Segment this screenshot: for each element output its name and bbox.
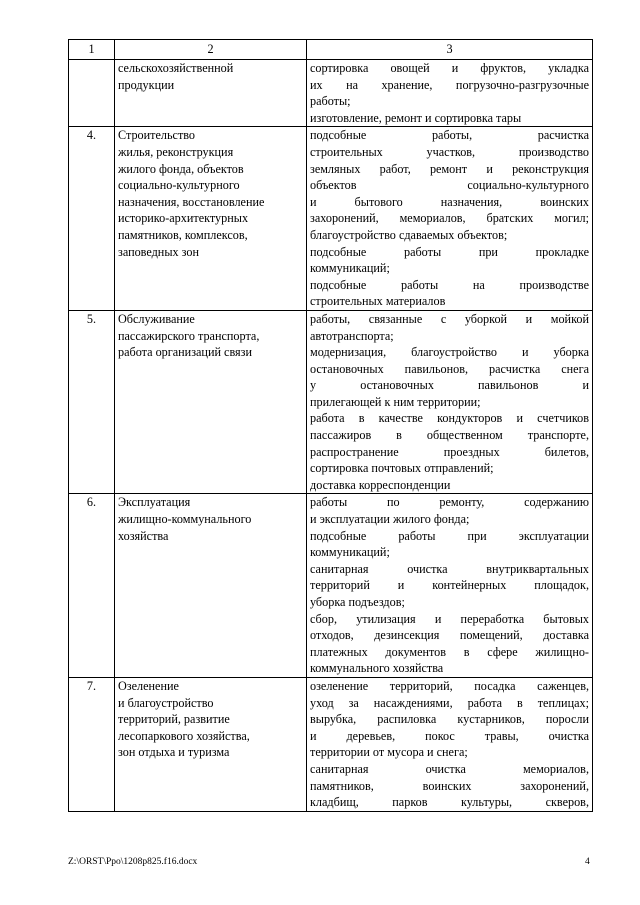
activity-name-line: заповедных зон [118,244,200,259]
activity-name-line: Эксплуатация [118,495,191,510]
activity-name-line: продукции [118,77,175,92]
activity-name [115,127,307,311]
work-type-line: их на хранение, погрузочно-разгрузочные [310,77,589,92]
work-type-line: санитарная очистка мемориалов, [310,761,589,776]
work-type-line: коммуникаций; [310,545,390,560]
work-type-line: платежных документов в сфере жилищно- [310,644,589,659]
work-type-line: работы по ремонту, содержанию [310,495,589,510]
row-number: 7. [69,677,115,811]
work-type-line: сортировка овощей и фруктов, укладка [310,61,589,75]
work-type-line: подсобные работы при прокладке [310,244,589,259]
work-type-line: пассажиров в общественном транспорте, [310,428,589,443]
work-type-line: доставка корреспонденции [310,477,451,492]
work-type-line: территорий и контейнерных площадок, [310,578,589,593]
work-type-line: памятников, воинских захоронений, [310,778,589,793]
activity-name-line: социально-культурного [118,178,240,193]
work-types [307,494,593,678]
activity-name [115,494,307,678]
work-type-line: отходов, дезинсекция помещений, доставка [310,628,589,643]
table-row [69,494,593,678]
activity-name [115,60,307,127]
activity-name-line: работа организаций связи [118,345,252,360]
activity-name [115,310,307,494]
work-type-line: земляных работ, ремонт и реконструкция [310,161,589,176]
work-type-line: кладбищ, парков культуры, скверов, [310,795,589,810]
row-number: 6. [69,494,115,678]
activity-name-line: и благоустройство [118,695,214,710]
work-type-line: у остановочных павильонов и [310,378,589,393]
work-types [307,60,593,127]
work-type-line: модернизация, благоустройство и уборка [310,345,589,360]
activity-name [115,677,307,811]
activity-name-line: зон отдыха и туризма [118,745,230,760]
work-type-line: захоронений, мемориалов, братских могил; [310,211,589,226]
work-types [307,677,593,811]
work-type-line: уход за насаждениями, работа в теплицах; [310,695,589,710]
work-type-line: подсобные работы при эксплуатации [310,528,589,543]
table-header-row [69,40,593,60]
work-type-line: вырубка, распиловка кустарников, поросли [310,712,589,727]
activity-name-line: пассажирского транспорта, [118,328,260,343]
work-type-line: подсобные работы, расчистка [310,128,589,143]
work-type-line: подсобные работы на производстве [310,277,589,292]
work-type-line: и эксплуатации жилого фонда; [310,512,470,527]
header-col-1: 1 [69,40,115,60]
work-types [307,310,593,494]
activity-name-line: жилья, реконструкция [118,144,234,159]
table-body [69,40,593,812]
work-type-line: сортировка почтовых отправлений; [310,461,494,476]
row-number: 4. [69,127,115,311]
activity-name-line: территорий, развитие [118,712,230,727]
work-type-line: озеленение территорий, посадка саженцев, [310,678,589,693]
header-col-3: 3 [307,40,593,60]
activity-name-line: сельскохозяйственной [118,61,234,75]
work-type-line: прилегающей к ним территории; [310,394,481,409]
footer-file-path: Z:\ORST\Ppo\1208p825.f16.docx [68,857,198,867]
activity-name-line: жилищно-коммунального [118,512,252,527]
work-type-line: уборка подъездов; [310,595,405,609]
row-number [69,60,115,127]
table-row [69,60,593,127]
activity-name-line: историко-архитектурных [118,211,249,226]
work-type-line: работа в качестве кондукторов и счетчиков [310,411,589,426]
activity-name-line: лесопаркового хозяйства, [118,728,250,743]
row-number: 5. [69,310,115,494]
work-type-line: остановочных павильонов, расчистка снега [310,361,589,376]
work-types [307,127,593,311]
footer-page-number: 4 [585,857,590,867]
work-type-line: и бытового назначения, воинских [310,194,589,209]
work-type-line: территории от мусора и снега; [310,745,468,760]
work-type-line: коммунального хозяйства [310,661,444,676]
work-type-line: строительных материалов [310,294,446,309]
activity-name-line: Обслуживание [118,311,195,326]
activity-name-line: назначения, восстановление [118,194,265,209]
work-type-line: сбор, утилизация и переработка бытовых [310,611,589,626]
activity-name-line: хозяйства [118,528,169,543]
work-type-line: санитарная очистка внутриквартальных [310,561,589,576]
activity-name-line: Озеленение [118,678,179,693]
activity-name-line: Строительство [118,128,196,143]
activity-name-line: памятников, комплексов, [118,227,248,242]
work-type-line: благоустройство сдаваемых объектов; [310,227,508,242]
work-type-line: работы; [310,94,351,109]
work-type-line: изготовление, ремонт и сортировка тары [310,110,522,125]
works-table [68,39,593,812]
table-row [69,677,593,811]
work-type-line: строительных участков, производство [310,144,589,159]
activity-name-line: жилого фонда, объектов [118,161,244,176]
table-row [69,310,593,494]
work-type-line: объектов социально-культурного [310,178,589,193]
work-type-line: коммуникаций; [310,261,390,276]
work-type-line: и деревьев, покос травы, очистка [310,728,589,743]
work-type-line: распространение проездных билетов, [310,444,589,459]
work-type-line: работы, связанные с уборкой и мойкой [310,311,589,326]
table-row [69,127,593,311]
header-col-2: 2 [115,40,307,60]
work-type-line: автотранспорта; [310,328,394,343]
